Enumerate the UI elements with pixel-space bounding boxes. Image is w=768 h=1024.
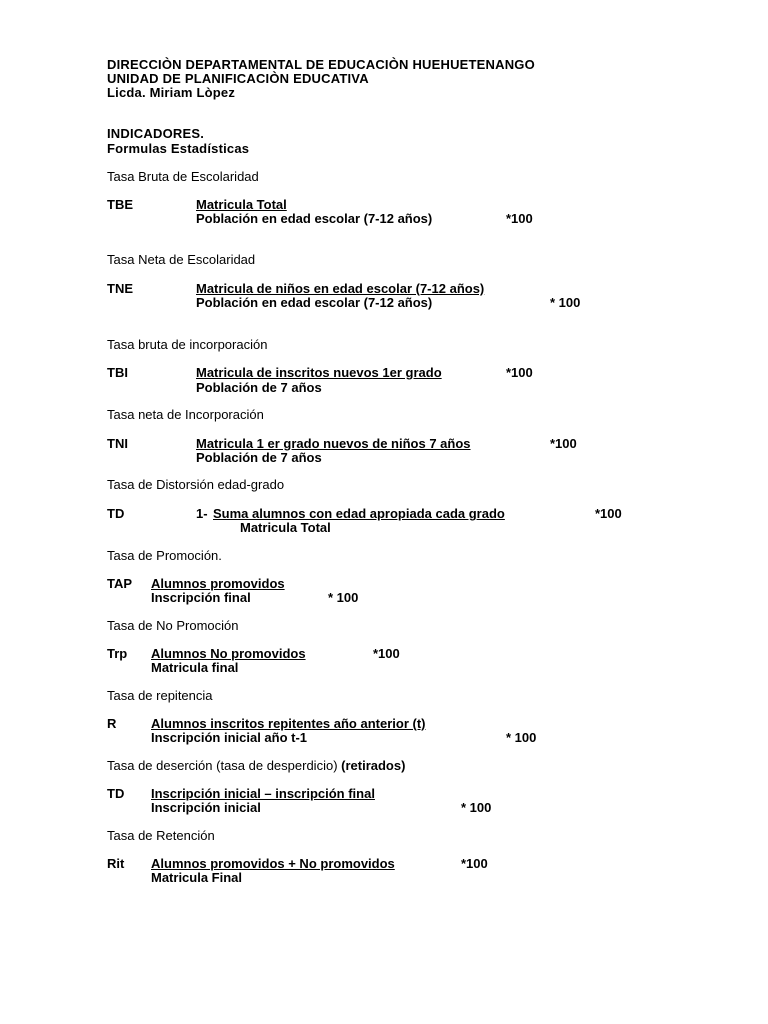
formula-denominator: Matricula Final bbox=[151, 870, 243, 885]
formula-numerator: Alumnos inscritos repitentes año anterior (t) bbox=[151, 716, 426, 731]
formula-denominator: Población en edad escolar (7-12 años) bbox=[196, 295, 433, 310]
formula-multiplier: *100 bbox=[506, 211, 533, 226]
formula-multiplier: * 100 bbox=[328, 590, 359, 605]
section-heading: Tasa de repitencia bbox=[107, 688, 213, 703]
formula-numerator: Matricula Total bbox=[196, 197, 287, 212]
header-line-3: Licda. Miriam Lòpez bbox=[107, 85, 236, 100]
indicator-code: TBI bbox=[107, 365, 128, 380]
formula-multiplier: *100 bbox=[550, 436, 577, 451]
formula-multiplier: *100 bbox=[506, 365, 533, 380]
formula-denominator: Inscripción inicial año t-1 bbox=[151, 730, 308, 745]
section-heading: Tasa neta de Incorporación bbox=[107, 407, 264, 422]
formula-multiplier: *100 bbox=[595, 506, 622, 521]
section-heading: Tasa bruta de incorporación bbox=[107, 337, 268, 352]
formula-numerator: Alumnos promovidos bbox=[151, 576, 285, 591]
formula-multiplier: * 100 bbox=[550, 295, 581, 310]
indicator-code: R bbox=[107, 716, 117, 731]
formula-multiplier: *100 bbox=[373, 646, 400, 661]
section-heading: Tasa de Retención bbox=[107, 828, 215, 843]
formula-numerator: Matricula de niños en edad escolar (7-12 años) bbox=[196, 281, 485, 296]
header-line-1: DIRECCIÒN DEPARTAMENTAL DE EDUCACIÒN HUEHUETENANGO bbox=[107, 57, 535, 72]
formula-multiplier: *100 bbox=[461, 856, 488, 871]
section-heading: Tasa Neta de Escolaridad bbox=[107, 252, 256, 267]
section-heading-text: Tasa de deserción (tasa de desperdicio) bbox=[107, 758, 342, 773]
indicator-code: Trp bbox=[107, 646, 128, 661]
section-heading: Tasa Bruta de Escolaridad bbox=[107, 169, 259, 184]
formula-numerator: Inscripción inicial – inscripción final bbox=[151, 786, 375, 801]
formula-prefix: 1- bbox=[196, 506, 208, 521]
indicator-code: TBE bbox=[107, 197, 133, 212]
formula-denominator: Población de 7 años bbox=[196, 450, 322, 465]
header-line-2: UNIDAD DE PLANIFICACIÒN EDUCATIVA bbox=[107, 71, 369, 86]
indicator-code: TD bbox=[107, 506, 125, 521]
section-heading: Tasa de Distorsión edad-grado bbox=[107, 477, 285, 492]
formula-denominator: Inscripción final bbox=[151, 590, 251, 605]
indicator-code: Rit bbox=[107, 856, 125, 871]
formula-denominator: Población en edad escolar (7-12 años) bbox=[196, 211, 433, 226]
section-heading bbox=[107, 758, 405, 773]
formula-numerator: Alumnos No promovidos bbox=[151, 646, 306, 661]
formula-multiplier: * 100 bbox=[506, 730, 537, 745]
indicators-title: INDICADORES. bbox=[107, 126, 205, 141]
indicator-code: TNI bbox=[107, 436, 128, 451]
formula-denominator: Población de 7 años bbox=[196, 380, 322, 395]
formula-numerator: Suma alumnos con edad apropiada cada grado bbox=[213, 506, 505, 521]
formula-numerator: Alumnos promovidos + No promovidos bbox=[151, 856, 395, 871]
indicator-code: TNE bbox=[107, 281, 133, 296]
formula-multiplier: * 100 bbox=[461, 800, 492, 815]
section-heading-bold: (retirados) bbox=[341, 758, 406, 773]
formula-denominator: Inscripción inicial bbox=[151, 800, 261, 815]
section-heading: Tasa de No Promoción bbox=[107, 618, 239, 633]
section-heading: Tasa de Promoción. bbox=[107, 548, 222, 563]
indicator-code: TAP bbox=[107, 576, 133, 591]
indicator-code: TD bbox=[107, 786, 125, 801]
formulas-subtitle: Formulas Estadísticas bbox=[107, 141, 250, 156]
formula-numerator: Matricula de inscritos nuevos 1er grado bbox=[196, 365, 442, 380]
formula-numerator: Matricula 1 er grado nuevos de niños 7 años bbox=[196, 436, 471, 451]
formula-denominator: Matricula Total bbox=[240, 520, 331, 535]
formula-denominator: Matricula final bbox=[151, 660, 239, 675]
